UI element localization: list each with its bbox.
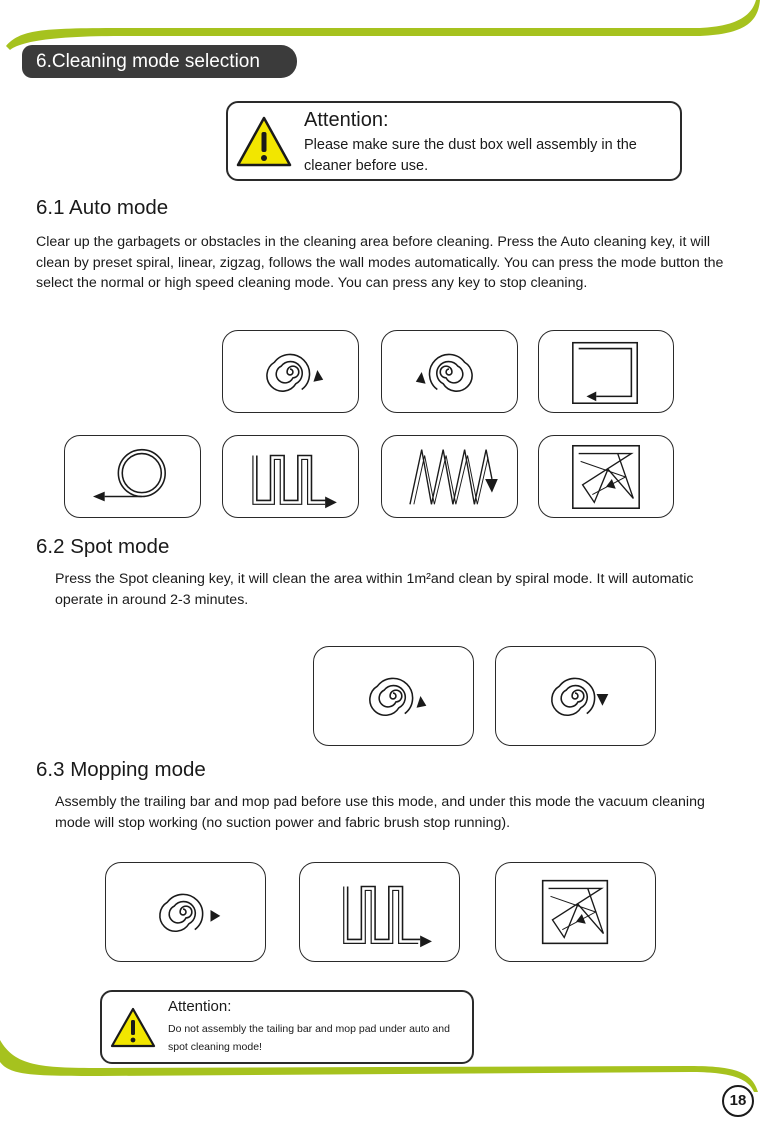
random-bounce-mode-card	[538, 435, 674, 518]
spiral-inward-mode-card	[313, 646, 474, 746]
mopping-mode-description: Assembly the trailing bar and mop pad before use this mode, and under this mode the vacuum cleaning mode will stop working (no suction power and fabric brush stop running).	[55, 794, 705, 831]
circle-edge-mode-card	[64, 435, 201, 518]
attention-text: Please make sure the dust box well assembly in the cleaner before use.	[304, 137, 637, 174]
mopping-spiral-mode-card	[105, 862, 266, 962]
attention-title: Attention:	[304, 109, 389, 131]
circle-edge-icon	[65, 436, 200, 517]
spiral-clockwise-icon	[223, 331, 358, 412]
zigzag-sharp-mode-card	[381, 435, 518, 518]
spot-mode-description: Press the Spot cleaning key, it will clean the area within 1m²and clean by spiral mode. It will automatic operate in around 2-3 minutes.	[55, 571, 694, 608]
zigzag-rectangular-mode-card	[222, 435, 359, 518]
warning-triangle-icon	[109, 1006, 157, 1050]
spiral-counterclockwise-icon	[382, 331, 517, 412]
spot-mode-heading: 6.2 Spot mode	[36, 535, 170, 558]
attention-box-top	[226, 101, 682, 181]
attention-box-bottom	[100, 990, 474, 1064]
mopping-random-bounce-mode-card	[495, 862, 656, 962]
page-number: 18	[722, 1085, 754, 1117]
square-edge-mode-card	[538, 330, 674, 413]
spiral-counterclockwise-mode-card	[381, 330, 518, 413]
auto-mode-heading: 6.1 Auto mode	[36, 196, 169, 219]
random-bounce-icon	[539, 436, 673, 517]
spiral-inward-icon	[314, 647, 473, 745]
spiral-outward-icon	[496, 647, 655, 745]
mopping-zigzag-mode-card	[299, 862, 460, 962]
warning-triangle-icon	[235, 115, 293, 169]
square-edge-icon	[539, 331, 673, 412]
zigzag-sharp-icon	[382, 436, 517, 517]
spiral-clockwise-mode-card	[222, 330, 359, 413]
mopping-mode-heading: 6.3 Mopping mode	[36, 758, 206, 781]
random-bounce-icon	[496, 863, 655, 961]
spiral-outward-mode-card	[495, 646, 656, 746]
auto-mode-description: Clear up the garbagets or obstacles in the cleaning area before cleaning. Press the Auto cleaning key, it will clean by preset spiral, linear, zigzag, follows the wall modes automatically. You can press the mode button the select the normal or high speed cleaning mode. You can press any key to stop cleaning.	[36, 234, 724, 291]
attention-text: Do not assembly the tailing bar and mop pad under auto and spot cleaning mode!	[168, 1023, 450, 1053]
section-title-badge: 6.Cleaning mode selection	[22, 45, 297, 78]
attention-title: Attention:	[168, 998, 232, 1015]
spiral-icon	[106, 863, 265, 961]
zigzag-rectangular-icon	[300, 863, 459, 961]
zigzag-rectangular-icon	[223, 436, 358, 517]
